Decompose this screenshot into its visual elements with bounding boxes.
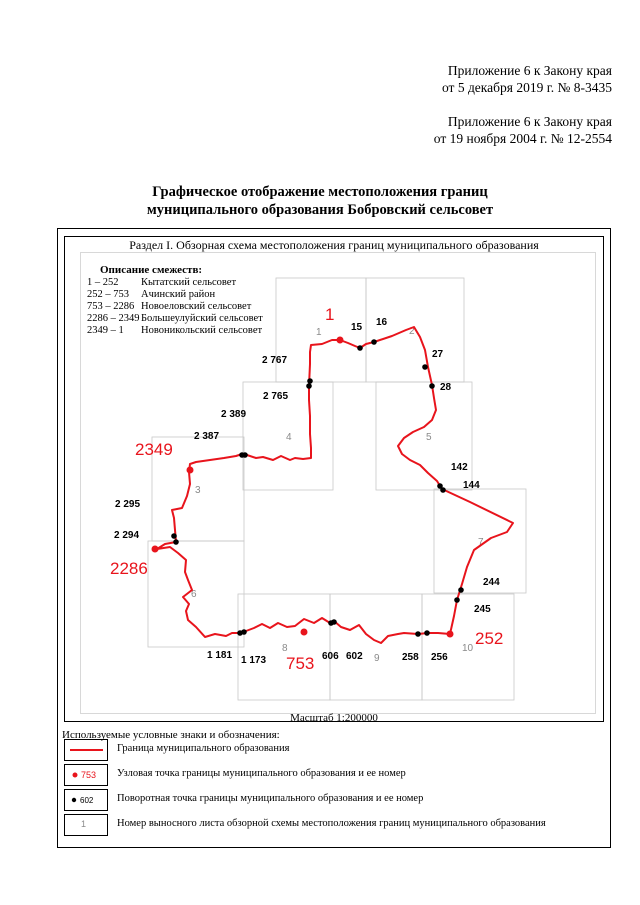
legend-text-sheet: Номер выносного листа обзорной схемы местоположения границ муниципального образования bbox=[117, 818, 546, 829]
turning-point-1173-label: 1 173 bbox=[241, 655, 267, 666]
turning-point-256-marker bbox=[424, 630, 430, 636]
sheet-number-7: 7 bbox=[478, 537, 484, 548]
turning-point-2389-marker bbox=[242, 452, 248, 458]
adjacency-heading: Описание смежеств: bbox=[100, 264, 203, 276]
section-title: Раздел I. Обзорная схема местоположения границ муниципального образования bbox=[129, 238, 539, 252]
turning-point-244-label: 244 bbox=[483, 577, 500, 588]
adjacency-name-5: Новоникольский сельсовет bbox=[141, 325, 263, 336]
turning-point-2767-marker bbox=[307, 378, 313, 384]
appendix-1-line-2: от 5 декабря 2019 г. № 8-3435 bbox=[441, 80, 612, 95]
legend-sheet-sample: 1 bbox=[81, 819, 87, 829]
sheet-number-5: 5 bbox=[426, 432, 432, 443]
turning-point-2387-label: 2 387 bbox=[194, 431, 220, 442]
turning-point-28-marker bbox=[429, 383, 435, 389]
turning-point-2389-label: 2 389 bbox=[221, 409, 247, 420]
legend-turning-sample: 602 bbox=[80, 796, 94, 805]
turning-point-144-label: 144 bbox=[463, 480, 480, 491]
turning-point-2294-label: 2 294 bbox=[114, 530, 140, 541]
nodal-point-1-label: 1 bbox=[325, 305, 335, 324]
appendix-2-line-1: Приложение 6 к Закону края bbox=[447, 114, 612, 129]
sheet-number-1: 1 bbox=[316, 327, 322, 338]
turning-point-606-label: 606 bbox=[322, 651, 339, 662]
sheet-number-10: 10 bbox=[462, 643, 474, 654]
adjacency-range-5: 2349 – 1 bbox=[87, 325, 124, 336]
turning-point-245-marker bbox=[454, 597, 460, 603]
turning-point-2767-label: 2 767 bbox=[262, 355, 288, 366]
legend-nodal-sample: 753 bbox=[81, 770, 97, 780]
turning-point-28-label: 28 bbox=[440, 382, 452, 393]
turning-point-16-marker bbox=[371, 339, 377, 345]
map-scale: Масштаб 1:200000 bbox=[290, 712, 378, 724]
nodal-point-2286-label: 2286 bbox=[110, 559, 148, 578]
turning-point-27-marker bbox=[422, 364, 428, 370]
title-line-2: муниципального образования Бобровский сельсовет bbox=[146, 202, 494, 218]
turning-point-142-label: 142 bbox=[451, 462, 468, 473]
turning-point-2295-label: 2 295 bbox=[115, 499, 141, 510]
turning-point-1173-marker bbox=[241, 629, 247, 635]
turning-point-258-label: 258 bbox=[402, 652, 419, 663]
turning-point-1181-label: 1 181 bbox=[207, 650, 233, 661]
nodal-point-2286-marker bbox=[152, 546, 159, 553]
appendix-2-line-2: от 19 ноября 2004 г. № 12-2554 bbox=[433, 131, 612, 146]
adjacency-name-3: Новоеловский сельсовет bbox=[141, 301, 252, 312]
municipal-boundary bbox=[157, 327, 513, 643]
turning-point-2294-marker bbox=[173, 539, 179, 545]
turning-point-258-marker bbox=[415, 631, 421, 637]
appendix-1-line-1: Приложение 6 к Закону края bbox=[447, 63, 612, 78]
legend-text-nodal: Узловая точка границы муниципального образования и ее номер bbox=[117, 768, 406, 779]
legend-box-turning bbox=[64, 789, 108, 811]
sheet-numbers bbox=[191, 326, 484, 664]
adjacency-range-3: 753 – 2286 bbox=[87, 301, 135, 312]
adjacency-name-2: Ачинский район bbox=[141, 289, 216, 300]
title-line-1: Графическое отображение местоположения границ bbox=[152, 184, 488, 200]
turning-point-16-label: 16 bbox=[376, 317, 388, 328]
turning-point-602-label: 602 bbox=[346, 651, 363, 662]
nodal-point-753-marker bbox=[301, 629, 308, 636]
adjacency-name-4: Большеулуйский сельсовет bbox=[141, 313, 263, 324]
sheet-frame-5 bbox=[376, 382, 472, 490]
legend-box-sheet bbox=[64, 814, 108, 836]
adjacency-name-1: Кытатский сельсовет bbox=[141, 277, 237, 288]
turning-point-144-marker bbox=[440, 487, 446, 493]
nodal-point-2349-marker bbox=[187, 467, 194, 474]
nodal-point-1-marker bbox=[337, 337, 344, 344]
adjacency-range-2: 252 – 753 bbox=[87, 289, 129, 300]
turning-point-256-label: 256 bbox=[431, 652, 448, 663]
sheet-number-8: 8 bbox=[282, 643, 288, 654]
turning-point-15-label: 15 bbox=[351, 322, 363, 333]
turning-point-2295-marker bbox=[171, 533, 177, 539]
sheet-frame-9 bbox=[330, 594, 422, 700]
sheet-number-4: 4 bbox=[286, 432, 292, 443]
legend-title: Используемые условные знаки и обозначения: bbox=[62, 729, 280, 741]
legend-text-boundary: Граница муниципального образования bbox=[117, 743, 290, 754]
turning-point-15-marker bbox=[357, 345, 363, 351]
turning-point-2765-marker bbox=[306, 383, 312, 389]
adjacency-range-1: 1 – 252 bbox=[87, 277, 119, 288]
legend-text-turning: Поворотная точка границы муниципального образования и ее номер bbox=[117, 793, 424, 804]
sheet-number-3: 3 bbox=[195, 485, 201, 496]
turning-point-602-marker bbox=[331, 619, 337, 625]
turning-point-244-marker bbox=[458, 587, 464, 593]
nodal-point-753-label: 753 bbox=[286, 654, 315, 673]
turning-point-2765-label: 2 765 bbox=[263, 391, 289, 402]
sheet-number-6: 6 bbox=[191, 589, 197, 600]
sheet-number-2: 2 bbox=[409, 326, 415, 337]
legend-box-boundary bbox=[64, 739, 108, 761]
nodal-point-252-label: 252 bbox=[475, 629, 504, 648]
nodal-point-252-marker bbox=[447, 631, 454, 638]
adjacency-range-4: 2286 – 2349 bbox=[87, 313, 140, 324]
sheet-number-9: 9 bbox=[374, 653, 380, 664]
nodal-point-2349-label: 2349 bbox=[135, 440, 173, 459]
turning-points bbox=[171, 339, 464, 637]
turning-point-27-label: 27 bbox=[432, 349, 444, 360]
turning-point-245-label: 245 bbox=[474, 604, 491, 615]
legend-box-nodal bbox=[64, 764, 108, 786]
